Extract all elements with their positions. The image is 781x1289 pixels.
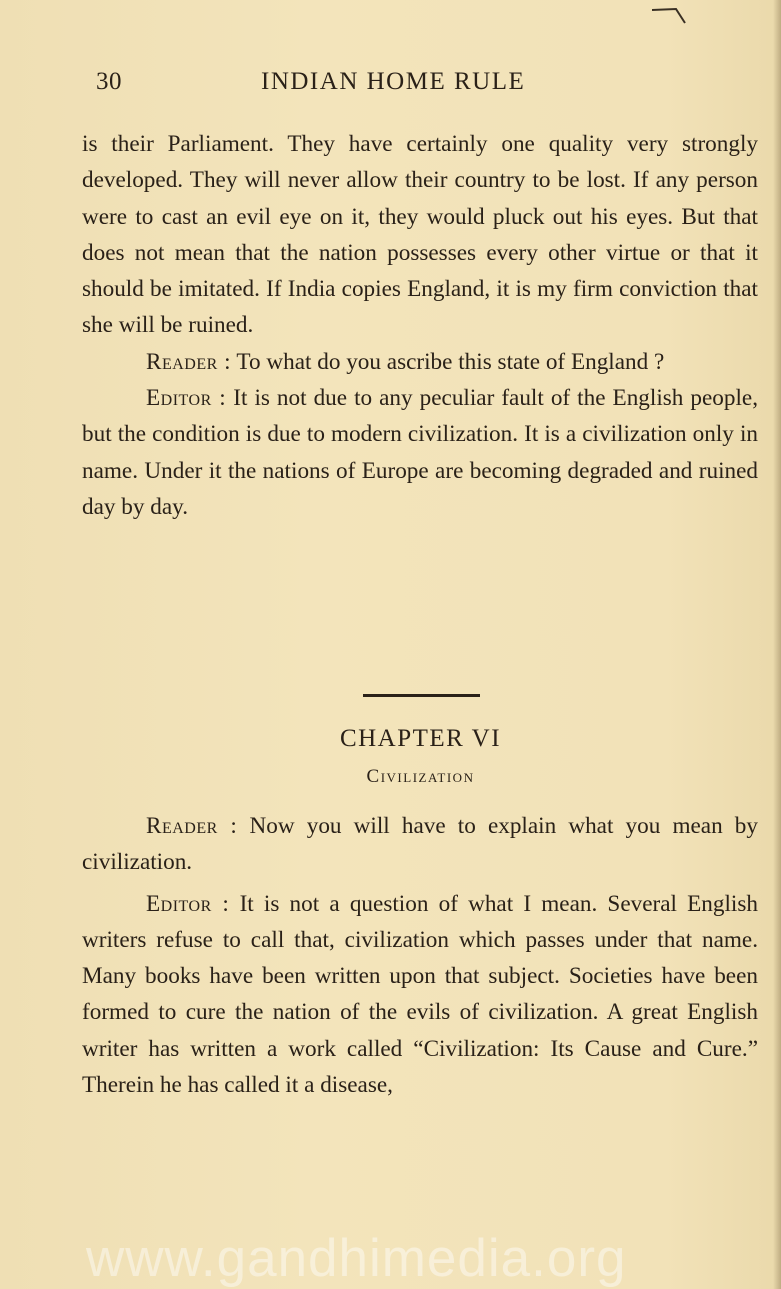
corner-mark-icon xyxy=(652,6,686,24)
body-text-bottom xyxy=(82,808,758,1103)
paragraph-continuation: is their Parliament. They have certainly one quality very strongly developed. They will never allow their country to be lost. If any person were to cast an evil eye on it, they would pluck out his eyes. But that does not mean that the nation possesses every other virtue or that it should be imitated. If India copies England, it is my firm conviction that she will be ruined. xyxy=(82,131,758,339)
running-title: INDIAN HOME RULE xyxy=(261,68,526,95)
speaker-label-reader: Reader : xyxy=(146,813,238,839)
paragraph-editor-answer xyxy=(82,380,758,525)
paragraph-reader-question xyxy=(82,808,758,881)
body-text-top xyxy=(82,126,758,525)
dialogue-text: Now you will have to explain what you mean by civilization. xyxy=(82,813,758,876)
chapter-heading: CHAPTER VI xyxy=(339,725,502,752)
dialogue-text: It is not a question of what I mean. Several English writers refuse to call that, civilization which passes under that name. Many books have been written upon that subject. Societies have been formed to cure the nation of the evils of civilization. A great English writer has written a work called “Civilization: Its Cause and Cure.” Therein he has called it a disease, xyxy=(82,890,758,1099)
watermark: www.gandhimedia.org xyxy=(86,1229,627,1288)
paragraph-reader-question xyxy=(82,344,758,380)
chapter-subtitle: Civilization xyxy=(366,766,475,787)
page-edge-shadow xyxy=(773,0,781,1289)
section-divider xyxy=(363,694,480,697)
dialogue-text: To what do you ascribe this state of England ? xyxy=(231,348,665,375)
paragraph-editor-answer xyxy=(82,886,758,1104)
speaker-label-reader: Reader : xyxy=(146,348,232,375)
speaker-label-editor: Editor : xyxy=(146,890,230,917)
dialogue-text: It is not due to any peculiar fault of the English people, but the condition is due to modern civilization. It is a civilization only in name. Under it the nations of Europe are becoming degraded and ruined day by day. xyxy=(82,385,759,520)
page-header xyxy=(96,68,746,104)
page-number: 30 xyxy=(96,68,122,95)
speaker-label-editor: Editor : xyxy=(146,385,227,412)
